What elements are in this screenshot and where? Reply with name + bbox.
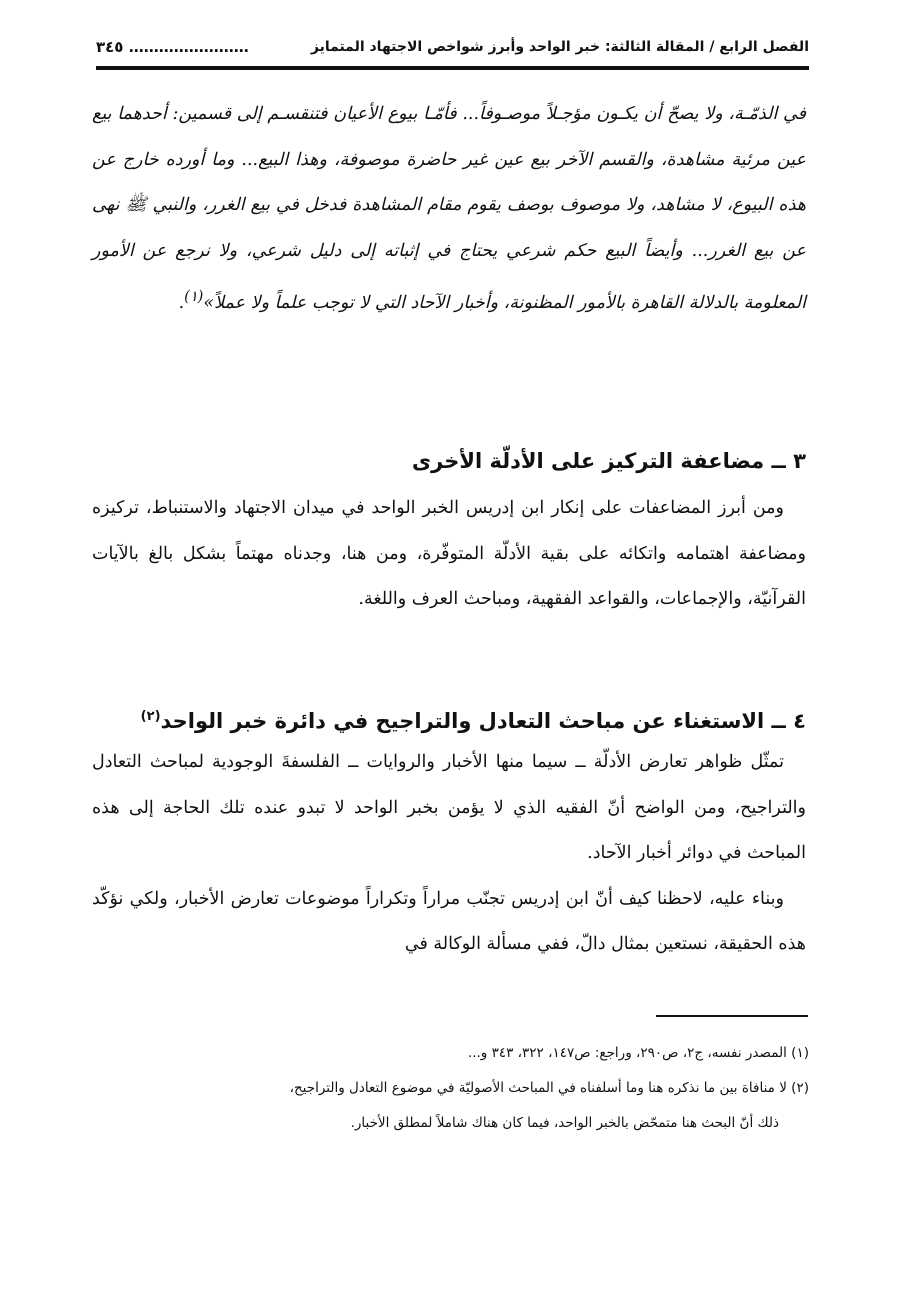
quoted-passage xyxy=(92,92,806,326)
section-3-body xyxy=(92,486,806,623)
footnote-ref-2[interactable]: (٢) xyxy=(140,709,161,724)
section-4-body xyxy=(92,740,806,968)
page-number: ٣٤٥ xyxy=(96,38,124,56)
quote-text: في الذمّـة، ولا يصحّ أن يكـون مؤجـلاً موصـوفاً... فأمّـا بيوع الأعيان فتنقسـم إلى قسمين: أحدهما بيع عين مرئية مشاهدة، والقسم الآخر بيع عين غير حاضرة موصوفة، وهذا البيع... وما أورده خارج عن هذه البيوع، لا مشاهد، ولا موصوف بوصف يقوم مقام المشاهدة فدخل في بيع الغرر، والنبي ﷺ نهى عن بيع الغرر... وأيضاً البيع حكم شرعي يحتاج في إثباته إلى دليل شرعي، ولا نرجع عن الأمور المعلومة بالدلالة القاهرة بالأمور المظنونة، وأخبار الآحاد التي لا توجب علماً ولا عملاً» xyxy=(92,104,806,313)
header-dots: …………………… xyxy=(128,38,249,56)
footnotes xyxy=(92,1036,809,1141)
section-heading-4-text: ٤ ــ الاستغناء عن مباحث التعادل والتراجيح في دائرة خبر الواحد xyxy=(160,709,806,733)
footnote-2-line-2: ذلك أنّ البحث هنا متمحّض بالخبر الواحد، فيما كان هناك شاملاً لمطلق الأخبار. xyxy=(350,1115,779,1131)
footnote-ref-1[interactable]: (١) xyxy=(184,288,204,305)
footnote-2-line-1: (٢) لا منافاة بين ما نذكره هنا وما أسلفناه في المباحث الأصوليّة في موضوع التعادل والتراجيح، xyxy=(289,1080,809,1096)
running-header-title: الفصل الرابع / المقالة الثالثة: خبر الواحد وأبرز شواخص الاجتهاد المتمايز xyxy=(310,39,809,55)
header-rule xyxy=(96,66,809,70)
footnote-separator xyxy=(656,1015,808,1017)
section-heading-4 xyxy=(92,700,806,738)
quote-end: . xyxy=(178,292,185,313)
running-header-page xyxy=(96,38,249,56)
section-heading-3: ٣ ــ مضاعفة التركيز على الأدلّة الأخرى xyxy=(411,449,806,473)
running-header xyxy=(96,30,809,64)
section-4-paragraph-2: وبناء عليه، لاحظنا كيف أنّ ابن إدريس تجنّب مراراً وتكراراً موضوعات تعارض الأخبار، ولكي نؤكّد هذه الحقيقة، نستعين بمثال دالّ، ففي مسألة الوكالة في xyxy=(92,888,806,954)
footnote-1: (١) المصدر نفسه، ج٢، ص٢٩٠، وراجع: ص١٤٧، ٣٢٢، ٣٤٣ و... xyxy=(467,1045,809,1061)
section-4-paragraph-1: تمثّل ظواهر تعارض الأدلّة ــ سيما منها الأخبار والروايات ــ الفلسفةَ الوجودية لمباحث التعادل والتراجيح، ومن الواضح أنّ الفقيه الذي لا يؤمن بخبر الواحد لا تبدو عنده تلك الحاجة إلى هذه المباحث في دوائر أخبار الآحاد. xyxy=(92,752,806,863)
section-3-paragraph: ومن أبرز المضاعفات على إنكار ابن إدريس الخبر الواحد في ميدان الاجتهاد والاستنباط، تركيزه ومضاعفة اهتمامه واتكائه على بقية الأدلّة المتوفّرة، ومن هنا، وجدناه مهتماً بشكل بالغ بالآيات القرآنيّة، والإجماعات، والقواعد الفقهية، ومباحث العرف واللغة. xyxy=(92,498,806,609)
